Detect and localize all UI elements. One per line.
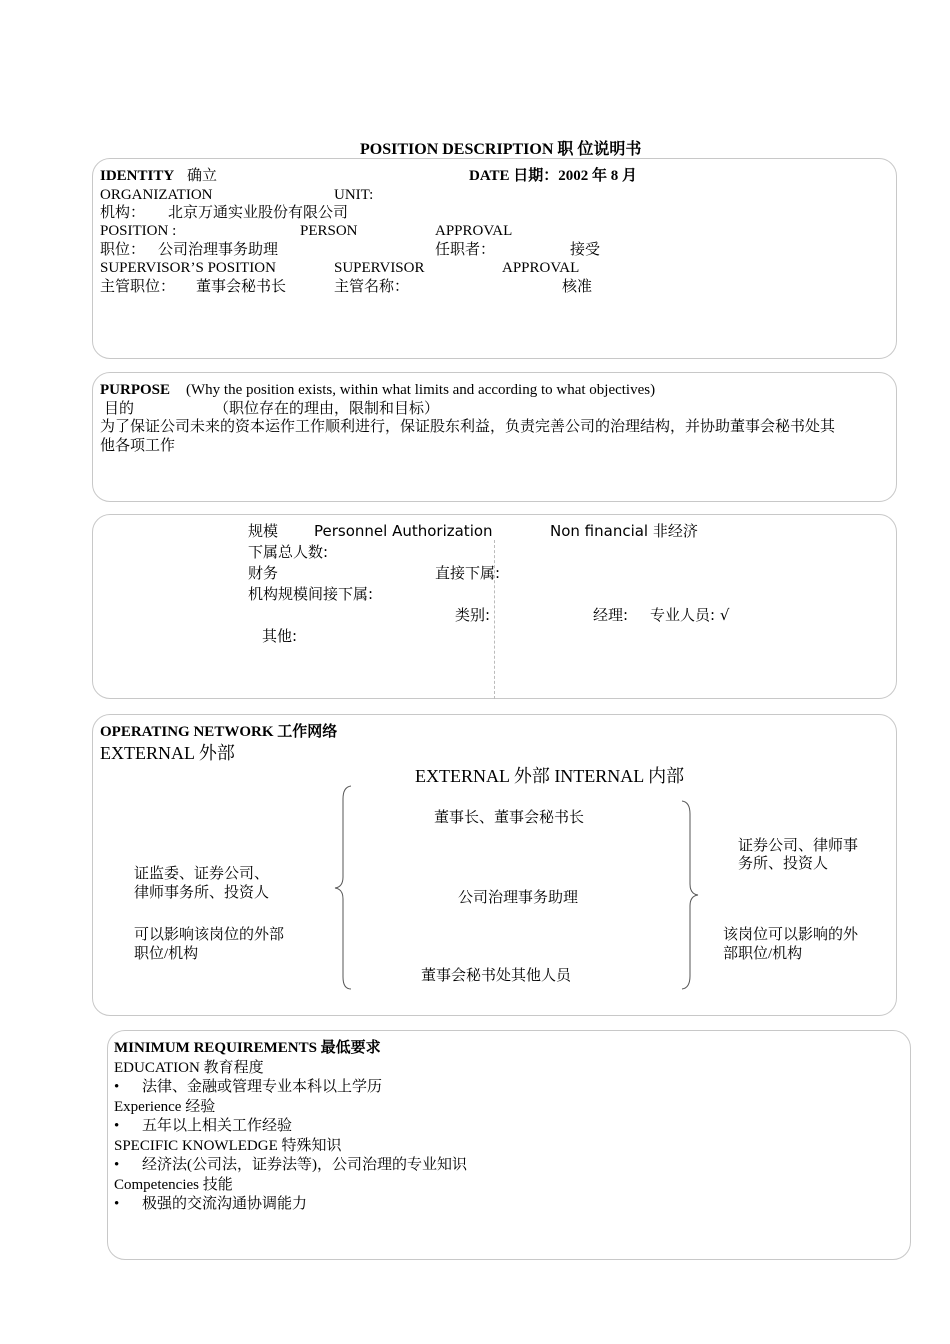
center-position-text: 公司治理事务助理 xyxy=(458,890,579,906)
scale-label: 规模 xyxy=(248,522,279,540)
knowledge-item: • 经济法(公司法，证券法等)，公司治理的专业知识 xyxy=(142,1156,467,1174)
identity-heading: IDENTITY xyxy=(100,168,175,184)
professional-label: 专业人员: √ xyxy=(650,606,730,624)
position-cn-label: 职位： xyxy=(100,242,146,258)
experience-label: Experience 经验 xyxy=(114,1099,216,1115)
accept-label: 接受 xyxy=(570,242,601,258)
left-external-2a: 可以影响该岗位的外部 xyxy=(134,927,285,943)
purpose-heading-cn: 目的 xyxy=(104,401,135,417)
supervisor-label: SUPERVISOR xyxy=(334,260,425,276)
external-internal-label: EXTERNAL 外部 INTERNAL 内部 xyxy=(415,766,685,786)
total-subordinates-label: 下属总人数: xyxy=(248,543,329,561)
approval-label: APPROVAL xyxy=(435,223,513,239)
page-title: POSITION DESCRIPTION 职 位说明书 xyxy=(360,141,642,158)
experience-item: • 五年以上相关工作经验 xyxy=(142,1117,292,1135)
organization-value: 北京万通实业股份有限公司 xyxy=(168,205,349,221)
purpose-description: (Why the position exists, within what limits and according to what objectives) xyxy=(186,382,656,398)
right-external-2a: 该岗位可以影响的外 xyxy=(723,927,859,943)
organization-label: ORGANIZATION xyxy=(100,187,213,203)
education-label: EDUCATION 教育程度 xyxy=(114,1060,264,1076)
requirements-heading: MINIMUM REQUIREMENTS 最低要求 xyxy=(114,1040,381,1056)
unit-label: UNIT: xyxy=(334,187,374,203)
organization-cn-label: 机构： xyxy=(100,205,146,221)
external-label: EXTERNAL 外部 xyxy=(100,743,235,763)
other-label: 其他: xyxy=(262,627,298,645)
category-label: 类别: xyxy=(455,606,491,624)
approval-label-2: APPROVAL xyxy=(502,260,580,276)
left-external-2b: 职位/机构 xyxy=(134,946,199,962)
incumbent-label: 任职者： xyxy=(435,242,496,258)
center-top-text: 董事长、董事会秘书长 xyxy=(434,810,585,826)
position-label: POSITION : xyxy=(100,223,177,239)
left-external-1a: 证监委、证券公司、 xyxy=(134,866,270,882)
right-brace-icon xyxy=(680,800,700,990)
supervisor-position-cn-label: 主管职位： xyxy=(100,279,176,295)
personnel-authorization-label: Personnel Authorization xyxy=(314,522,493,540)
person-label: PERSON xyxy=(300,223,358,239)
competencies-label: Competencies 技能 xyxy=(114,1177,233,1193)
finance-label: 财务 xyxy=(248,564,279,582)
purpose-description-cn: （职位存在的理由，限制和目标） xyxy=(214,401,440,417)
non-financial-label: Non financial 非经济 xyxy=(550,522,698,540)
purpose-heading: PURPOSE xyxy=(100,382,171,398)
knowledge-label: SPECIFIC KNOWLEDGE 特殊知识 xyxy=(114,1138,342,1154)
education-item: • 法律、金融或管理专业本科以上学历 xyxy=(142,1078,382,1096)
right-external-1b: 务所、投资人 xyxy=(738,856,829,872)
position-value: 公司治理事务助理 xyxy=(158,242,279,258)
supervisor-name-label: 主管名称： xyxy=(334,279,410,295)
left-brace-icon xyxy=(333,785,353,990)
purpose-text-line1: 为了保证公司未来的资本运作工作顺利进行，保证股东利益，负责完善公司的治理结构，并协助董事会秘书处其 xyxy=(100,419,836,435)
indirect-subordinates-label: 机构规模间接下属: xyxy=(248,585,374,603)
network-heading: OPERATING NETWORK 工作网络 xyxy=(100,724,338,740)
center-bottom-text: 董事会秘书处其他人员 xyxy=(421,968,572,984)
supervisor-position-value: 董事会秘书长 xyxy=(196,279,287,295)
purpose-text-line2: 他各项工作 xyxy=(100,438,176,454)
direct-subordinates-label: 直接下属: xyxy=(435,564,501,582)
identity-heading-cn: 确立 xyxy=(187,168,218,184)
date-field: DATE 日期：2002 年 8 月 xyxy=(469,168,638,184)
right-external-1a: 证券公司、律师事 xyxy=(738,838,859,854)
supervisor-position-label: SUPERVISOR’S POSITION xyxy=(100,260,276,276)
approve-label: 核准 xyxy=(562,279,593,295)
competencies-item: • 极强的交流沟通协调能力 xyxy=(142,1195,307,1213)
right-external-2b: 部职位/机构 xyxy=(723,946,803,962)
manager-label: 经理: xyxy=(593,606,629,624)
left-external-1b: 律师事务所、投资人 xyxy=(134,885,270,901)
